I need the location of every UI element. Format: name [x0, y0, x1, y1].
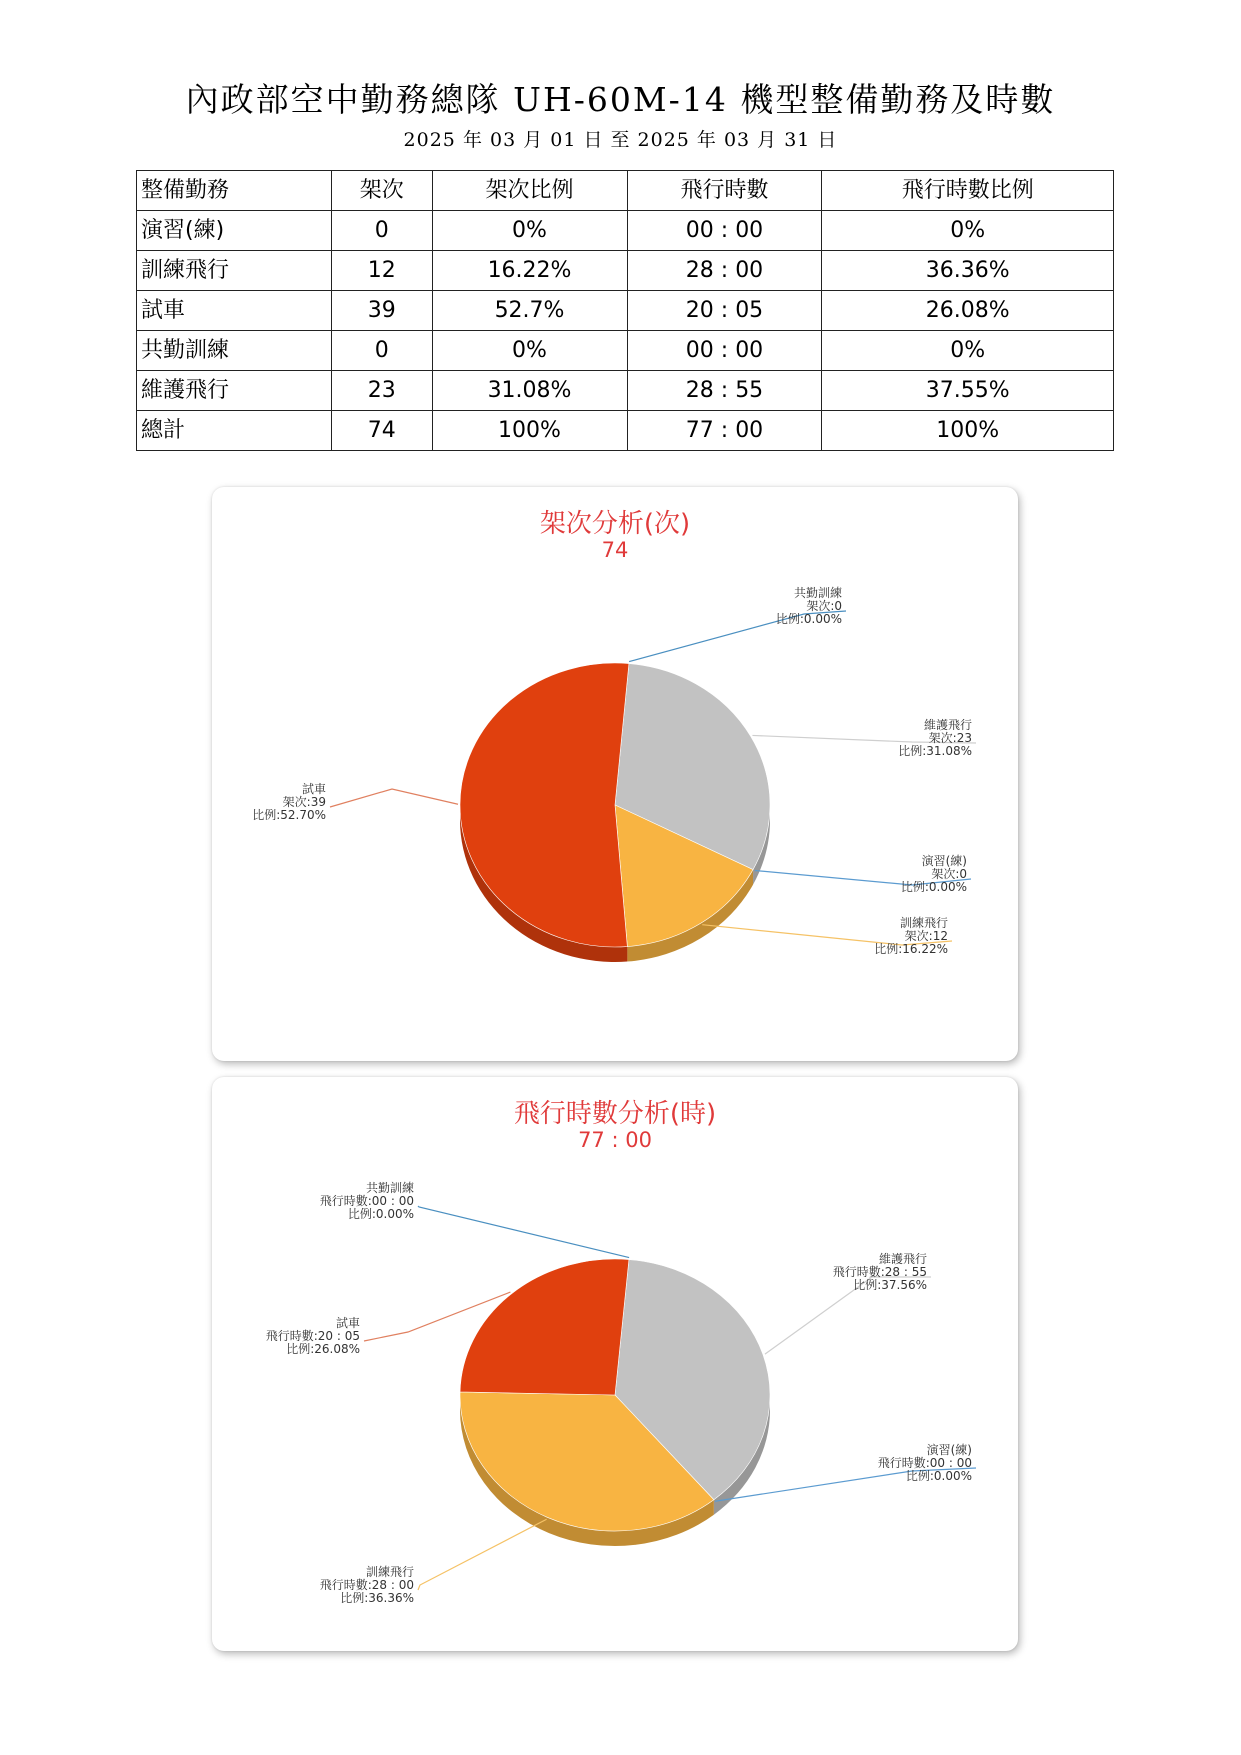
hours-pie-chart: [212, 1077, 1018, 1651]
slice-label: 比例:31.08%: [898, 744, 972, 758]
table-cell: 36.36%: [822, 251, 1114, 291]
table-cell: 77 : 00: [627, 411, 822, 451]
slice-label: 演習(練): [921, 854, 967, 868]
slice-label: 架次:0: [806, 599, 842, 613]
table-cell: 0%: [432, 211, 627, 251]
table-cell: 00 : 00: [627, 331, 822, 371]
table-cell: 20 : 05: [627, 291, 822, 331]
leader-line: [330, 789, 458, 807]
table-cell: 23: [331, 371, 432, 411]
slice-label: 試車: [335, 1316, 360, 1330]
table-cell: 52.7%: [432, 291, 627, 331]
table-cell: 31.08%: [432, 371, 627, 411]
table-cell: 演習(練): [137, 211, 332, 251]
table-cell: 0: [331, 331, 432, 371]
pie-slice: [460, 1259, 629, 1395]
slice-label: 比例:36.36%: [340, 1591, 414, 1605]
table-row: [137, 211, 1114, 251]
report-title: 內政部空中勤務總隊 UH-60M-14 機型整備勤務及時數: [185, 80, 1056, 119]
slice-label: 架次:0: [931, 867, 967, 881]
sortie-chart-card: [212, 487, 1018, 1061]
slice-label: 比例:0.00%: [900, 880, 967, 894]
slice-label: 維護飛行: [923, 718, 972, 732]
slice-label: 比例:52.70%: [252, 808, 326, 822]
slice-label: 飛行時數:28 : 00: [319, 1578, 414, 1592]
table-cell: 37.55%: [822, 371, 1114, 411]
chart-subtitle: 77 : 00: [578, 1128, 652, 1152]
table-cell: 共勤訓練: [137, 331, 332, 371]
sortie-pie-chart: [212, 487, 1018, 1061]
table-row-total: [137, 411, 1114, 451]
slice-label: 比例:0.00%: [905, 1469, 972, 1483]
table-cell: 總計: [137, 411, 332, 451]
slice-label: 架次:12: [904, 929, 948, 943]
slice-label: 比例:37.56%: [853, 1278, 927, 1292]
table-cell: 訓練飛行: [137, 251, 332, 291]
slice-label: 訓練飛行: [365, 1565, 414, 1579]
table-row: [137, 371, 1114, 411]
header-cell-duty: 整備勤務: [137, 171, 332, 211]
slice-label: 比例:26.08%: [286, 1342, 360, 1356]
slice-label: 共勤訓練: [365, 1181, 414, 1195]
slice-label: 演習(練): [926, 1443, 972, 1457]
table-cell: 0%: [822, 211, 1114, 251]
slice-label: 架次:23: [928, 731, 972, 745]
slice-label: 試車: [301, 782, 326, 796]
table-cell: 26.08%: [822, 291, 1114, 331]
header-cell-sorties: 架次: [331, 171, 432, 211]
table-cell: 維護飛行: [137, 371, 332, 411]
slice-label: 飛行時數:00 : 00: [877, 1456, 972, 1470]
table-header-row: [137, 171, 1114, 211]
table-cell: 74: [331, 411, 432, 451]
slice-label: 比例:0.00%: [347, 1207, 414, 1221]
slice-label: 飛行時數:28 : 55: [832, 1265, 927, 1279]
leader-line: [418, 1206, 629, 1258]
summary-table: [136, 170, 1114, 451]
table-cell: 100%: [822, 411, 1114, 451]
table-cell: 100%: [432, 411, 627, 451]
table-cell: 0%: [432, 331, 627, 371]
table-cell: 0: [331, 211, 432, 251]
table-row: [137, 251, 1114, 291]
table-cell: 試車: [137, 291, 332, 331]
pie-slice: [460, 663, 629, 947]
table-row: [137, 331, 1114, 371]
hours-chart-card: [212, 1077, 1018, 1651]
table-cell: 12: [331, 251, 432, 291]
slice-label: 訓練飛行: [899, 916, 948, 930]
table-cell: 16.22%: [432, 251, 627, 291]
slice-label: 維護飛行: [878, 1252, 927, 1266]
chart-subtitle: 74: [601, 538, 629, 562]
slice-label: 共勤訓練: [793, 586, 842, 600]
slice-label: 飛行時數:00 : 00: [319, 1194, 414, 1208]
table-cell: 39: [331, 291, 432, 331]
chart-title: 架次分析(次): [539, 509, 691, 539]
leader-line: [418, 1519, 547, 1590]
table-cell: 00 : 00: [627, 211, 822, 251]
header-cell-flight-hours: 飛行時數: [627, 171, 822, 211]
slice-label: 比例:0.00%: [775, 612, 842, 626]
report-period: 2025 年 03 月 01 日 至 2025 年 03 月 31 日: [403, 129, 838, 151]
table-row: [137, 291, 1114, 331]
table-cell: 0%: [822, 331, 1114, 371]
header-cell-sortie-ratio: 架次比例: [432, 171, 627, 211]
table-cell: 28 : 00: [627, 251, 822, 291]
slice-label: 比例:16.22%: [874, 942, 948, 956]
slice-label: 飛行時數:20 : 05: [265, 1329, 360, 1343]
slice-label: 架次:39: [282, 795, 326, 809]
header-cell-hours-ratio: 飛行時數比例: [822, 171, 1114, 211]
table-cell: 28 : 55: [627, 371, 822, 411]
chart-title: 飛行時數分析(時): [513, 1099, 717, 1129]
